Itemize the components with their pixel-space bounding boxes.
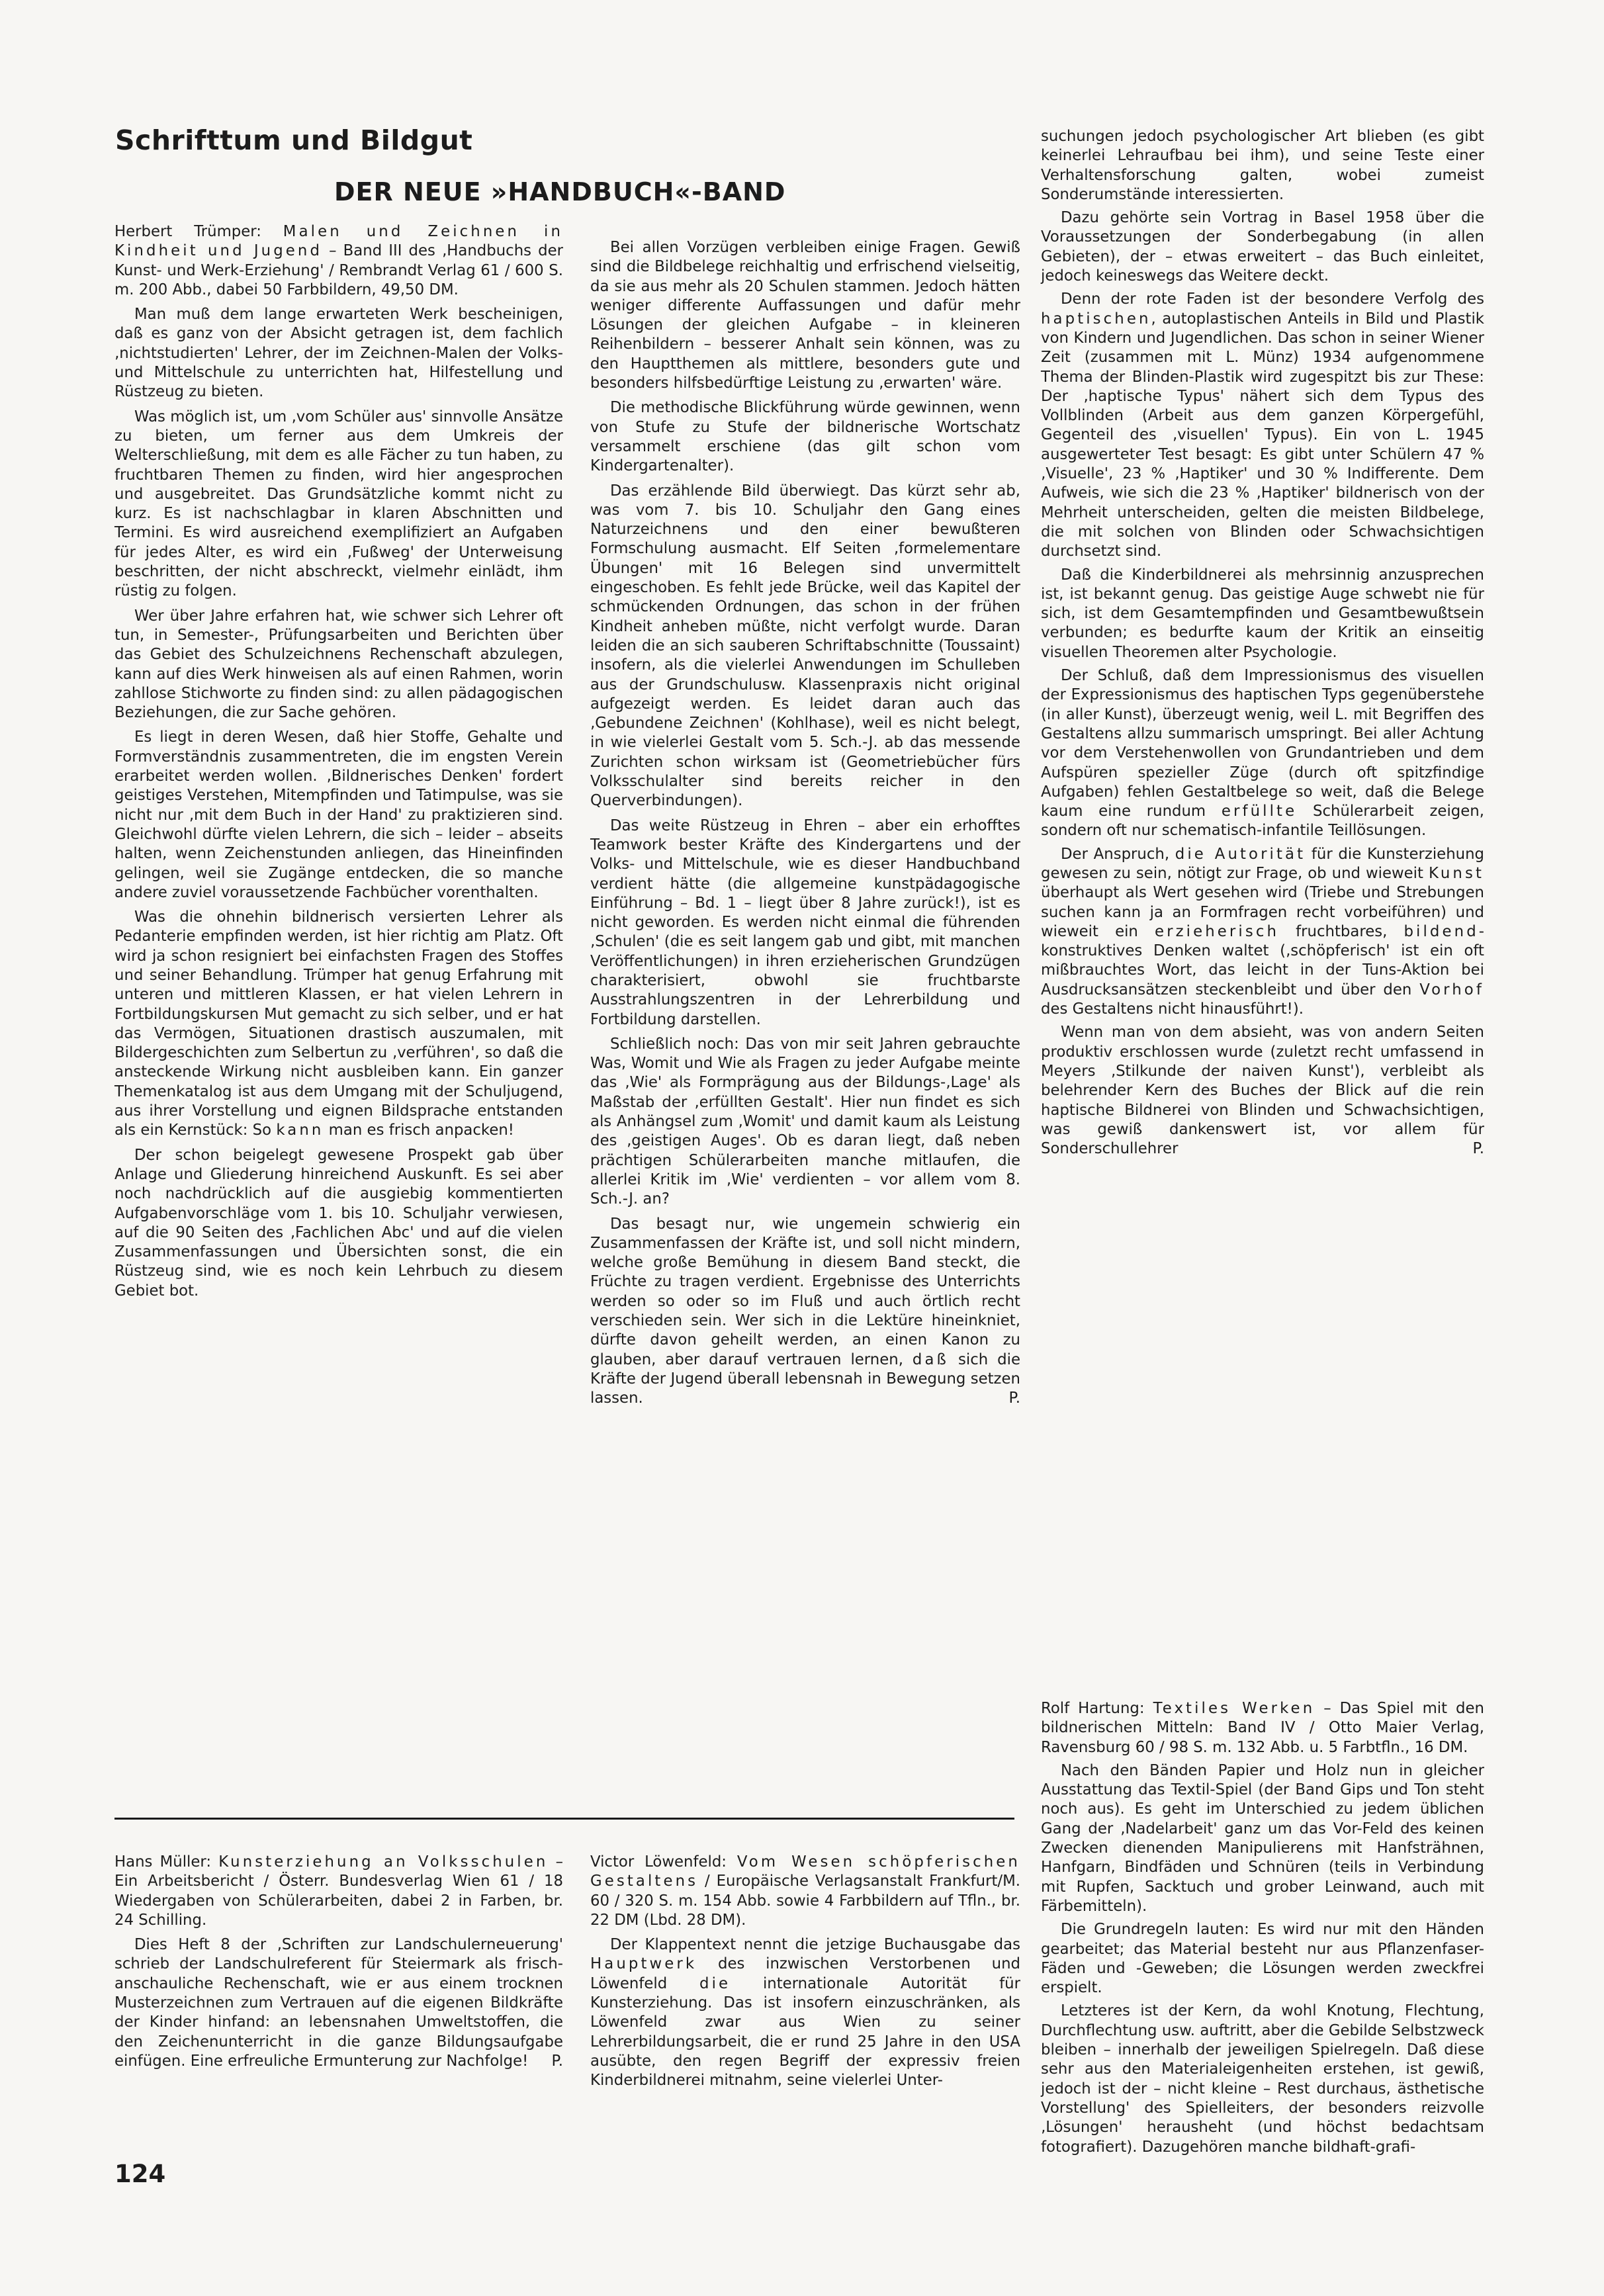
- author-signature: P.: [551, 2052, 563, 2070]
- column-1: [114, 222, 563, 1306]
- paragraph: Das weite Rüstzeug in Ehren – aber ein erhofftes Teamwork bester Kräfte des Kindergartens und der Volks- und Mittelschule, wie es dieser Handbuchband verdient hätte (die allgemeine kunstpädagogische Einführung – Bd. 1 – liegt über 8 Jahre zurück!), ist es nicht geworden. Es werden nicht einmal die führenden ‚Schulen' (die es seit langem gab und gibt, mit manchen Veröffentlichungen) in ihren erzieherischen Grundzügen charakterisiert, obwohl sie fruchtbarste Ausstrahlungszentren in der Lehrerbildung und Fortbildung darstellen.: [590, 817, 1020, 1028]
- article-title: DER NEUE »HANDBUCH«-BAND: [334, 177, 786, 206]
- paragraph: Daß die Kinderbildnerei als mehrsinnig anzusprechen ist, ist bekannt genug. Das geistige Auge schwebt nie für sich, ist dem Gesamtempfinden und Gesamtbewußtsein verbunden; es bedurfte kaum der Kritik an einseitig visuellen Theoremen alter Psychologie.: [1041, 566, 1484, 661]
- book-reference: Victor Löwenfeld: Vom Wesen schöpferischen Gestaltens / Europäische Verlagsanstalt Frankfurt/M. 60 / 320 S. m. 154 Abb. sowie 4 Farbbildern auf Tfln., br. 22 DM (Lbd. 28 DM).: [590, 1853, 1020, 1929]
- book-title: Kunsterziehung an Volksschulen: [218, 1853, 549, 1871]
- paragraph: Es liegt in deren Wesen, daß hier Stoffe, Gehalte und Formverständnis zusammentreten, die im engsten Verein erarbeitet werden wollen. ‚Bildnerisches Denken' fordert geistiges Verstehen, Mitempfinden und Tatimpulse, was sie nicht nur ‚mit dem Buch in der Hand' zu praktizieren sind. Gleichwohl dürfte vielen Lehrern, die sich – leider – abseits halten, wenn Zeichenstunden anliegen, das Hineinfinden gelingen, weil sie Zugänge entdecken, die so manche andere zuviel voraussetzende Fachbücher vorenthalten.: [114, 729, 563, 901]
- book-reference: Herbert Trümper: Malen und Zeichnen in Kindheit und Jugend – Band III des ‚Handbuchs der Kunst- und Werk-Erziehung' / Rembrandt Verlag 61 / 600 S. m. 200 Abb., dabei 50 Farbbildern, 49,50 DM.: [114, 223, 563, 298]
- book-title: Malen und Zeichnen in Kindheit und Jugend: [114, 223, 563, 260]
- paragraph: Nach den Bänden Papier und Holz nun in gleicher Ausstattung das Textil-Spiel (der Band Gips und Ton steht noch aus). Es geht im Unterschied zu jedem üblichen Gang der ‚Nadelarbeit' ganz um das Vor-Feld des keinen Zwecken dienenden Manipulierens mit Hanfsträhnen, Hanfgarn, Bindfäden und Schnüren (teils in Verbindung mit Rupfen, Sacktuch und grober Leinwand, auch mit Färbemitteln).: [1041, 1761, 1484, 1915]
- paragraph: Das besagt nur, wie ungemein schwierig ein Zusammenfassen der Kräfte ist, und soll nicht mindern, welche große Bemühung in diesem Band steckt, die Früchte zu tragen verdient. Ergebnisse des Unterrichts werden so oder so im Fluß und auch örtlich recht verschieden sein. Wer sich in die Lektüre hineinkniet, dürfte davon geheilt werden, an einen Kanon zu glauben, aber darauf vertrauen lernen, daß sich die Kräfte der Jugend überall lebensnah in Bewegung setzen lassen. P.: [590, 1215, 1020, 1409]
- column-3: [1041, 127, 1484, 1163]
- paragraph: Der Klappentext nennt die jetzige Buchausgabe das Hauptwerk des inzwischen Verstorbenen und Löwenfeld die internationale Autorität für Kunsterziehung. Das ist insofern einzuschränken, als Löwenfeld zwar aus Wien zu seiner Lehrerbildungsarbeit, die er rund 25 Jahre in den USA ausübte, den regen Begriff der expressiv freien Kinderbildnerei mitnahm, seine vielerlei Unter-: [590, 1936, 1021, 2090]
- column-2: [590, 238, 1020, 1414]
- paragraph: Wenn man von dem absieht, was von andern Seiten produktiv erschlossen wurde (zuletzt recht umfassend in Meyers ‚Stilkunde der naiven Kunst'), verbleibt als belehrender Kern des Buches der Blick auf die rein haptische Bildnerei von Blinden und Schwachsichtigen, was gewiß dankenswert ist, vor allem für Sonderschullehrer P.: [1041, 1023, 1484, 1159]
- paragraph: suchungen jedoch psychologischer Art blieben (es gibt keinerlei Lehraufbau bei ihm), und seine Teste einer Verhaltensforschung galten, wobei zumeist Sonderumstände interessierten.: [1041, 128, 1484, 203]
- bottom-column-1: [114, 1853, 563, 2076]
- paragraph: Das erzählende Bild überwiegt. Das kürzt sehr ab, was vom 7. bis 10. Schuljahr den Gang eines Naturzeichnens und den einer bewußteren Formschulung ausmacht. Elf Seiten ‚formelementare Übungen' mit 16 Belegen sind unvermittelt eingeschoben. Es fehlt jede Brücke, weil das Kapitel der schmückenden Ordnungen, das schon in der frühen Kindheit anheben müßte, nicht verfolgt wurde. Daran leiden die an sich sauberen Schriftabschnitte (Toussaint) insofern, als die vielerlei Anwendungen im Schulleben aus der Grundschulusw. Klassenpraxis nicht original aufgezeigt werden. Es leidet daran auch das ‚Gebundene Zeichnen' (Kohlhase), weil es nicht belegt, in wie vielerlei Gestalt vom 5. Sch.-J. ab das messende Zurichten schon wirksam ist (Geometriebücher fürs Volksschulalter sind bereits reicher in den Querverbindungen).: [590, 482, 1020, 810]
- section-title: Schrifttum und Bildgut: [115, 124, 473, 156]
- column-3-review-2: [1041, 1699, 1484, 2161]
- book-title: Vom Wesen schöpferischen Gestaltens: [590, 1853, 1020, 1890]
- paragraph: Die methodische Blickführung würde gewinnen, wenn von Stufe zu Stufe der bildnerische Wortschatz versammelt erschiene (das gilt schon vom Kindergartenalter).: [590, 399, 1020, 475]
- paragraph: Denn der rote Faden ist der besondere Verfolg des haptischen, autoplastischen Anteils in Bild und Plastik von Kindern und Jugendlichen. Das schon in seiner Wiener Zeit (zusammen mit L. Münz) 1934 aufgenommene Thema der Blinden-Plastik wird zugespitzt bis zur These: Der ‚haptische Typus' nähert sich dem Typus des Vollblinden (Arbeit aus dem ganzen Körpergefühl, Gegenteil des ‚visuellen' Typus). Ein von L. 1945 ausgewerteter Test besagt: Es gibt unter Schülern 47 % ‚Visuelle', 23 % ‚Haptiker' und 30 % Indifferente. Dem Aufweis, wie sich die 23 % ‚Haptiker' bildnerisch von der Mehrheit unterscheiden, gelten die meisten Bildbelege, die mit solchen von Blinden oder Schwachsichtigen durchsetzt sind.: [1041, 290, 1484, 560]
- bottom-column-2: [590, 1853, 1020, 2096]
- paragraph: Der Anspruch, die Autorität für die Kunsterziehung gewesen zu sein, nötigt zur Frage, ob und wieweit Kunst überhaupt als Wert gesehen wird (Triebe und Strebungen suchen kann ja an Formfragen recht vorbeiführen) und wieweit ein erzieherisch fruchtbares, bildend-konstruktives Denken waltet (‚schöpferisch' ist ein oft mißbrauchtes Wort, das leicht in der Tuns-Aktion bei Ausdrucksansätzen steckenbleibt und über den Vorhof des Gestaltens nicht hinausführt!).: [1041, 845, 1485, 1018]
- paragraph: Die Grundregeln lauten: Es wird nur mit den Händen gearbeitet; das Material besteht nur aus Pflanzenfaser-Fäden und -Geweben; die Lösungen werden zweckfrei erspielt.: [1041, 1921, 1484, 1997]
- author-signature: P.: [1008, 1390, 1020, 1407]
- book-reference: Hans Müller: Kunsterziehung an Volksschulen – Ein Arbeitsbericht / Österr. Bundesverlag Wien 61 / 18 Wiedergaben von Schülerarbeiten, dabei 2 in Farben, br. 24 Schilling.: [114, 1853, 563, 1929]
- paragraph: Der schon beigelegt gewesene Prospekt gab über Anlage und Gliederung hinreichend Auskunft. Es sei aber noch nachdrücklich auf die ausgiebig kommentierten Aufgabenvorschläge vom 1. bis 10. Schuljahr verwiesen, auf die 90 Seiten des ‚Fachlichen Abc' und auf die vielen Zusammenfassungen und Übersichten sonst, die ein Rüstzeug sind, wie es noch kein Lehrbuch zu diesem Gebiet bot.: [114, 1146, 563, 1300]
- paragraph: Schließlich noch: Das von mir seit Jahren gebrauchte Was, Womit und Wie als Fragen zu jeder Aufgabe meinte das ‚Wie' als Formprägung aus der Bildungs-‚Lage' als Maßstab der ‚erfüllten Gestalt'. Hier nun findet es sich als Anhängsel zum ‚Womit' und damit kaum als Leistung des ‚geistigen Auges'. Ob es daran liegt, daß neben prächtigen Schülerarbeiten manche mitlaufen, die allerlei Kritik im ‚Wie' verdienten – vor allem vom 8. Sch.-J. an?: [590, 1035, 1020, 1208]
- book-reference: Rolf Hartung: Textiles Werken – Das Spiel mit den bildnerischen Mitteln: Band IV / Otto Maier Verlag, Ravensburg 60 / 98 S. m. 132 Abb. u. 5 Farbtfln., 16 DM.: [1041, 1700, 1485, 1756]
- paragraph: Man muß dem lange erwarteten Werk bescheinigen, daß es ganz von der Absicht getragen ist, dem fachlich ‚nichtstudierten' Lehrer, der im Zeichnen-Malen der Volks- und Mittelschule zu unterrichten hat, Hilfestellung und Rüstzeug zu bieten.: [114, 306, 563, 401]
- paragraph: Der Schluß, daß dem Impressionismus des visuellen der Expressionismus des haptischen Typs gegenüberstehe (in aller Kunst), überzeugt wenig, weil L. mit Begriffen des Gestaltens allzu summarisch umspringt. Bei aller Achtung vor dem Verstehenwollen von Grundantrieben und dem Aufspüren spezieller Züge (durch oft spitzfindige Aufgaben) fehlen Gestaltbelege so weit, daß die Belege kaum eine rundum erfüllte Schülerarbeit zeigen, sondern oft nur schematisch-infantile Teillösungen.: [1041, 667, 1484, 840]
- page-number: 124: [114, 2160, 166, 2188]
- paragraph: Dazu gehörte sein Vortrag in Basel 1958 über die Voraussetzungen der Sonderbegabung (in allen Gebieten), der – etwas erweitert – das Buch einleitet, jedoch keineswegs das Weitere deckt.: [1041, 209, 1484, 285]
- paragraph: Wer über Jahre erfahren hat, wie schwer sich Lehrer oft tun, in Semester-, Prüfungsarbeiten und Berichten über das Gebiet des Schulzeichnens Rechenschaft abzulegen, kann auf dies Werk hinweisen als auf einen Rahmen, worin zahllose Stichworte zu finden sind: zu allen pädagogischen Beziehungen, die zur Sache gehören.: [114, 607, 563, 722]
- paragraph: Dies Heft 8 der ‚Schriften zur Landschulerneuerung' schrieb der Landschulreferent für Steiermark als frisch-anschauliche Rechenschaft, wie er aus einem trocknen Musterzeichnen zum Vertrauen auf die eigenen Bildkräfte der Kinder hinfand: an lebensnahen Umweltstoffen, die den Zeichenunterricht in die ganze Bildungsaufgabe einfügen. Eine erfreuliche Ermunterung zur Nachfolge! P.: [114, 1935, 563, 2071]
- horizontal-rule: [114, 1818, 1014, 1820]
- author-signature: P.: [1472, 1140, 1484, 1158]
- paragraph: Bei allen Vorzügen verbleiben einige Fragen. Gewiß sind die Bildbelege reichhaltig und erfrischend vielseitig, da sie aus mehr als 20 Schulen stammen. Jedoch hätten weniger differente Auffassungen und dafür mehr Lösungen der gleichen Aufgabe – in kleineren Reihenbildern – besserer Anhalt sein können, was zu den Hauptthemen als mittlere, besonders gute und besonders hilfsbedürftige Leistung zu ‚erwarten' wäre.: [590, 239, 1020, 392]
- paragraph: Letzteres ist der Kern, da wohl Knotung, Flechtung, Durchflechtung usw. auftritt, aber die Gebilde Selbstzweck bleiben – innerhalb der jeweiligen Spielregeln. Daß diese sehr aus den Materialeigenheiten erstehen, ist gewiß, jedoch ist der – nicht kleine – Rest durchaus, ästhetische Vorstellung' des Spielleiters, der besonders reizvolle ‚Lösungen' herausheht (und höchst bedachtsam fotografiert). Dazugehören manche bildhaft-grafi-: [1041, 2002, 1484, 2156]
- paragraph: Was die ohnehin bildnerisch versierten Lehrer als Pedanterie empfinden werden, ist hier richtig am Platz. Oft wird ja schon resigniert bei einfachsten Fragen des Stoffes und seiner Behandlung. Trümper hat genug Erfahrung mit unteren und mittleren Klassen, er hat vielen Lehrern in Fortbildungskursen Mut gemacht zu sich selber, und er hat das Vermögen, Situationen drastisch auszumalen, mit Bildergeschichten zum Selbertun zu ‚verführen', so daß die ansteckende Wirkung nicht ausbleiben kann. Ein ganzer Themenkatalog ist aus dem Umgang mit der Schuljugend, aus ihrer Vorstellung und eignen Bildsprache entstanden als ein Kernstück: So kann man es frisch anpacken!: [114, 908, 563, 1139]
- paragraph: Was möglich ist, um ‚vom Schüler aus' sinnvolle Ansätze zu bieten, um ferner aus dem Umkreis der Welterschließung, mit dem es alle Fächer zu tun haben, zu fruchtbaren Themen zu finden, wird hier angesprochen und ausgebreitet. Das Grundsätzliche kommt nicht zu kurz. Es ist nachschlagbar in klaren Abschnitten und Termini. Es wird ausreichend exemplifiziert an Aufgaben für jedes Alter, es wird ein ‚Fußweg' der Unterweisung beschritten, der nicht abschreckt, vielmehr einlädt, ihm rüstig zu folgen.: [114, 408, 563, 600]
- book-title: Textiles Werken: [1153, 1700, 1315, 1717]
